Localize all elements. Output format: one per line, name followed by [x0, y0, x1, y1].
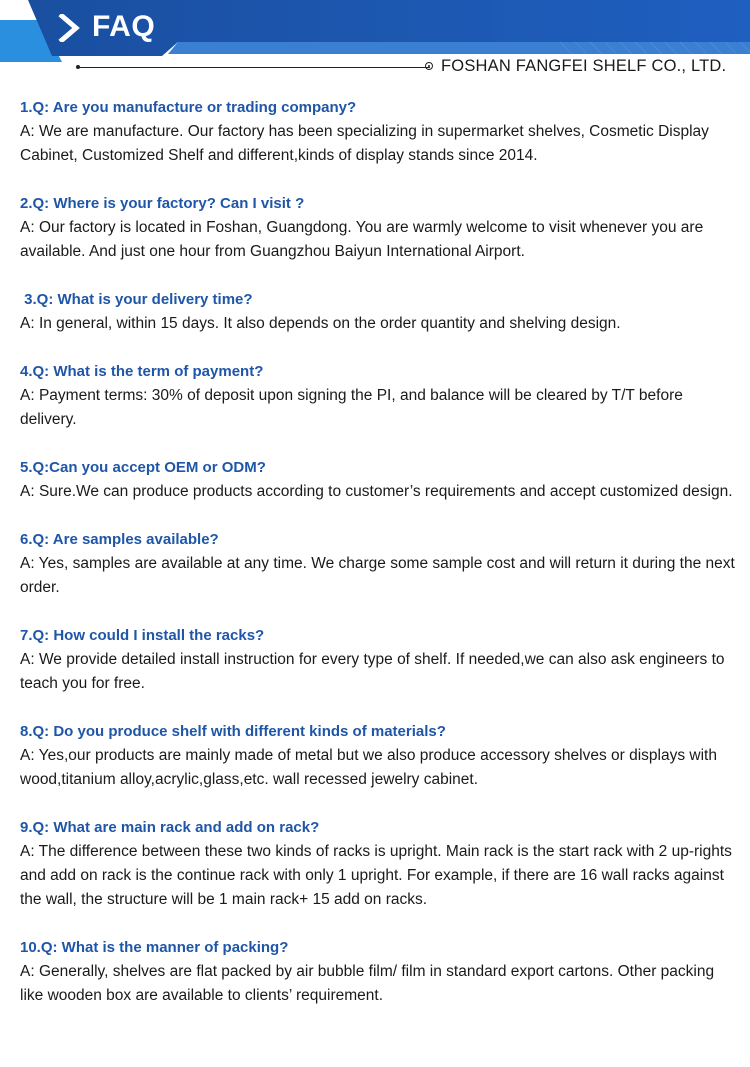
header-divider [78, 67, 430, 68]
faq-answer: A: We are manufacture. Our factory has been specializing in supermarket shelves, Cosmetic Display Cabinet, Customized Shelf and different,kinds of display stands since 2014. [20, 123, 709, 164]
faq-item [20, 96, 740, 168]
faq-item [20, 288, 740, 336]
faq-item [20, 192, 740, 264]
faq-item [20, 624, 740, 696]
faq-answer: A: Yes, samples are available at any time. We charge some sample cost and will return it during the next order. [20, 555, 735, 596]
faq-question: 4.Q: What is the term of payment? [20, 363, 264, 380]
faq-question: 1.Q: Are you manufacture or trading company? [20, 99, 357, 116]
faq-answer: A: In general, within 15 days. It also depends on the order quantity and shelving design. [20, 315, 621, 332]
faq-item [20, 528, 740, 600]
company-name: FOSHAN FANGFEI SHELF CO., LTD. [441, 57, 727, 75]
faq-answer: A: Payment terms: 30% of deposit upon signing the PI, and balance will be cleared by T/T before delivery. [20, 387, 683, 428]
faq-question: 10.Q: What is the manner of packing? [20, 939, 289, 956]
faq-item [20, 456, 740, 504]
faq-question: 3.Q: What is your delivery time? [20, 291, 253, 308]
faq-answer: A: We provide detailed install instruction for every type of shelf. If needed,we can also ask engineers to teach you for free. [20, 651, 725, 692]
faq-item [20, 360, 740, 432]
faq-answer: A: Generally, shelves are flat packed by air bubble film/ film in standard export cartons. Other packing like wooden box are available to clients’ requirement. [20, 963, 715, 1004]
faq-answer: A: The difference between these two kinds of racks is upright. Main rack is the start rack with 2 up-rights and add on rack is the continue rack with only 1 upright. For example, if there are 16 wall racks against the wall, the structure will be 1 main rack+ 15 add on racks. [20, 843, 732, 908]
chevron-right-icon [58, 14, 82, 42]
faq-item [20, 936, 740, 1008]
target-dot-icon [425, 62, 433, 70]
faq-question: 9.Q: What are main rack and add on rack? [20, 819, 320, 836]
faq-question: 5.Q:Can you accept OEM or ODM? [20, 459, 266, 476]
faq-question: 8.Q: Do you produce shelf with different kinds of materials? [20, 723, 446, 740]
faq-answer: A: Our factory is located in Foshan, Guangdong. You are warmly welcome to visit whenever you are available. And just one hour from Guangzhou Baiyun International Airport. [20, 219, 704, 260]
faq-answer: A: Sure.We can produce products according to customer’s requirements and accept customized design. [20, 483, 733, 500]
faq-question: 6.Q: Are samples available? [20, 531, 219, 548]
faq-question: 2.Q: Where is your factory? Can I visit ? [20, 195, 305, 212]
faq-answer: A: Yes,our products are mainly made of metal but we also produce accessory shelves or displays with wood,titanium alloy,acrylic,glass,etc. wall recessed jewelry cabinet. [20, 747, 717, 788]
page-title: FAQ [92, 10, 156, 43]
faq-item [20, 816, 740, 912]
faq-list [20, 96, 740, 1008]
faq-item [20, 720, 740, 792]
faq-question: 7.Q: How could I install the racks? [20, 627, 265, 644]
